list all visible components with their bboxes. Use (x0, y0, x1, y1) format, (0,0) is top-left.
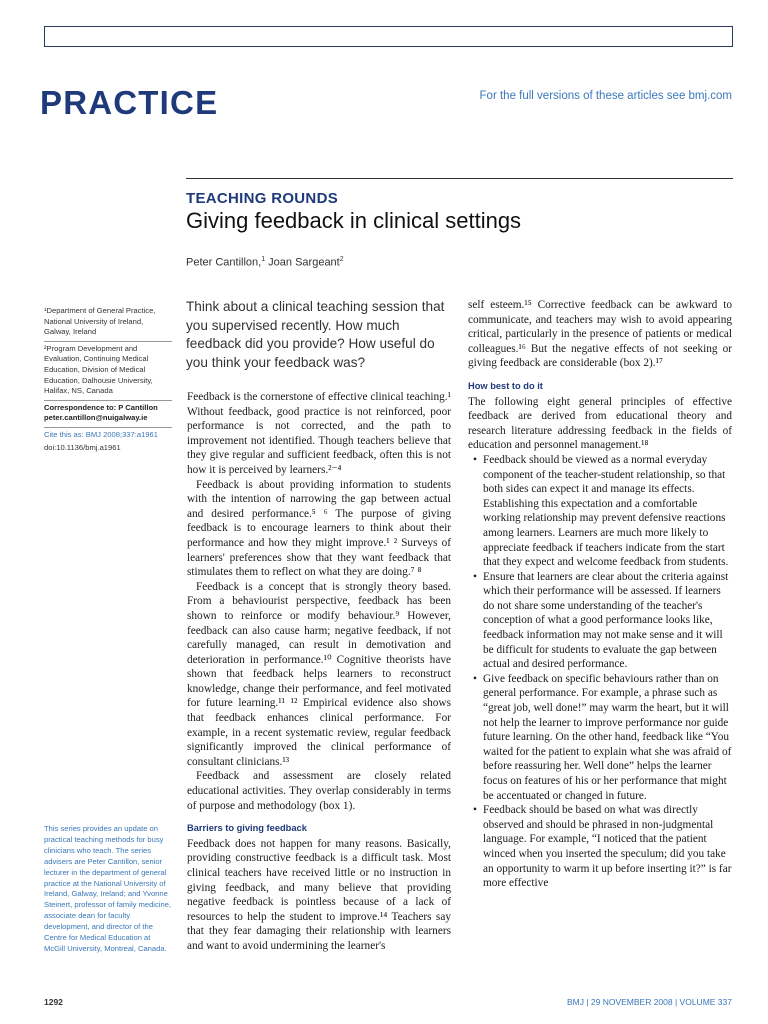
author-1: Peter Cantillon, (186, 256, 262, 269)
paragraph: Feedback and assessment are closely related educational activities. They overlap considerably in terms of purpose and methodology (box 1). (187, 770, 451, 812)
list-item: • Feedback should be based on what was directly observed and should be phrased in non-judgmental language. For example, “I noticed that the patient winced when you inserted the speculum; did you take an opportunity to warm it up before inserting it?” is far more effective (468, 803, 732, 891)
author-2-sup: 2 (339, 256, 344, 263)
subheading-barriers: Barriers to giving feedback (187, 823, 307, 834)
series-note: This series provides an update on practical teaching methods for busy clinicians who teach. The series advisers are Peter Cantillon, senior lecturer in the department of general practice at the National University of Ireland, Galway, Ireland; and Yvonne Steinert, professor of family medicine, associate dean for faculty development, and director of the Centre for Medical Education at McGill University, Montreal, Canada. (44, 824, 172, 953)
series-kicker: TEACHING ROUNDS (186, 190, 339, 207)
article-title: Giving feedback in clinical settings (186, 208, 522, 233)
citation: Cite this as: BMJ 2008;337:a1961 (44, 427, 172, 443)
paragraph: Feedback is a concept that is strongly theory based. From a behaviourist perspective, feedback has been shown to reinforce or modify behaviour.⁹ However, feedback can also cause harm; negative feedback, if not carefully managed, can result in demotivation and deterioration in performance.¹⁰ Cognitive theorists have shown that feedback helps learners to reconstruct knowledge, change their performance, and feel motivated for future learning.¹¹ ¹² Empirical evidence also shows that feedback enhances clinical performance. For example, in a recent systematic review, regular feedback significantly improved the clinical performance of consultant clinicians.¹³ (187, 580, 451, 768)
journal-info: BMJ | 29 NOVEMBER 2008 | VOLUME 337 (566, 997, 732, 1007)
body-column-2 (468, 298, 732, 891)
full-version-link[interactable]: For the full versions of these articles see bmj.com (479, 90, 732, 102)
principles-list (468, 453, 732, 891)
author-1-sup: 1 (261, 256, 266, 263)
author-2: Joan Sargeant (265, 256, 340, 269)
standfirst: Think about a clinical teaching session that you supervised recently. How much feedback did you provide? How useful do you think your feedback was? (186, 299, 445, 370)
list-item: • Feedback should be viewed as a normal everyday component of the teacher-student relationship, so that both sides can expect it and manage its effects. Establishing this expectation and a comfortable working relationship may prevent defensive reactions among learners. Learners are much more likely to appreciate feedback if teachers indicate from the start that they expect and welcome feedback from students. (468, 453, 732, 570)
author-line (186, 256, 344, 269)
section-title: PRACTICE (40, 84, 219, 121)
header-rule-box (44, 26, 733, 47)
body-column-1 (187, 390, 451, 954)
title-divider (186, 178, 733, 179)
paragraph: Feedback is about providing information to students with the intention of narrowing the gap between actual and desired performance.⁵ ⁶ The purpose of giving feedback is to encourage learners to think about their performance and how they might improve.¹ ² Surveys of learners' preferences show that they want feedback that stimulates them to reflect on what they are doing.⁷ ⁸ (187, 478, 451, 579)
affiliation-1: ¹Department of General Practice, National University of Ireland, Galway, Ireland (44, 306, 156, 337)
paragraph: The following eight general principles of effective feedback are derived from educational theory and research literature addressing feedback in the fields of education and personnel management.¹⁸ (468, 395, 732, 452)
subheading-how-best: How best to do it (468, 380, 543, 391)
list-item: • Ensure that learners are clear about the criteria against which their performance will be assessed. If learners do not share some understanding of the teacher's conception of what a good performance looks like, feedback information may not make sense and it will be difficult for students to evaluate the gap between actual and desired performance. (468, 570, 732, 672)
doi: doi:10.1136/bmj.a1961 (44, 442, 121, 452)
list-item: • Give feedback on specific behaviours rather than on general performance. For example, a phrase such as “great job, well done!” may warm the heart, but it will not help the learner to improve performance nor guide future learning. On the other hand, feedback like “You waited for the patient to explain what she was afraid of before reassuring her. Well done” helps the learner focus on features of his or her performance that might be accentuated or changed in future. (468, 672, 732, 803)
paragraph: self esteem.¹⁵ Corrective feedback can be awkward to communicate, and teachers may wish to avoid appearing critical, particularly in the presence of patients or medical colleagues.¹⁶ But the negative effects of not seeking or giving feedback are considerable (box 2).¹⁷ (468, 299, 732, 370)
page-number: 1292 (44, 997, 63, 1007)
affiliations-sidebar (44, 306, 172, 455)
affiliation-2: ²Program Development and Evaluation, Continuing Medical Education, Division of Medical Education, Dalhousie University, Halifax, NS, Canada (44, 341, 172, 399)
correspondence[interactable]: Correspondence to: P Cantillon peter.cantillon@nuigalway.ie (44, 400, 172, 426)
paragraph: Feedback does not happen for many reasons. Basically, providing constructive feedback is a difficult task. Most clinical teachers have received little or no instruction in giving feedback, and many believe that providing negative feedback is pointless because of a lack of resources to help the student to improve.¹⁴ Teachers say that they fear damaging their relationship with learners and want to avoid undermining the learner's (187, 837, 451, 952)
paragraph: Feedback is the cornerstone of effective clinical teaching.¹ Without feedback, good practice is not reinforced, poor performance is not corrected, and the path to improvement not identified. Though teachers believe that they give regular and sufficient feedback, often this is not how it is perceived by learners.²⁻⁴ (187, 391, 451, 476)
